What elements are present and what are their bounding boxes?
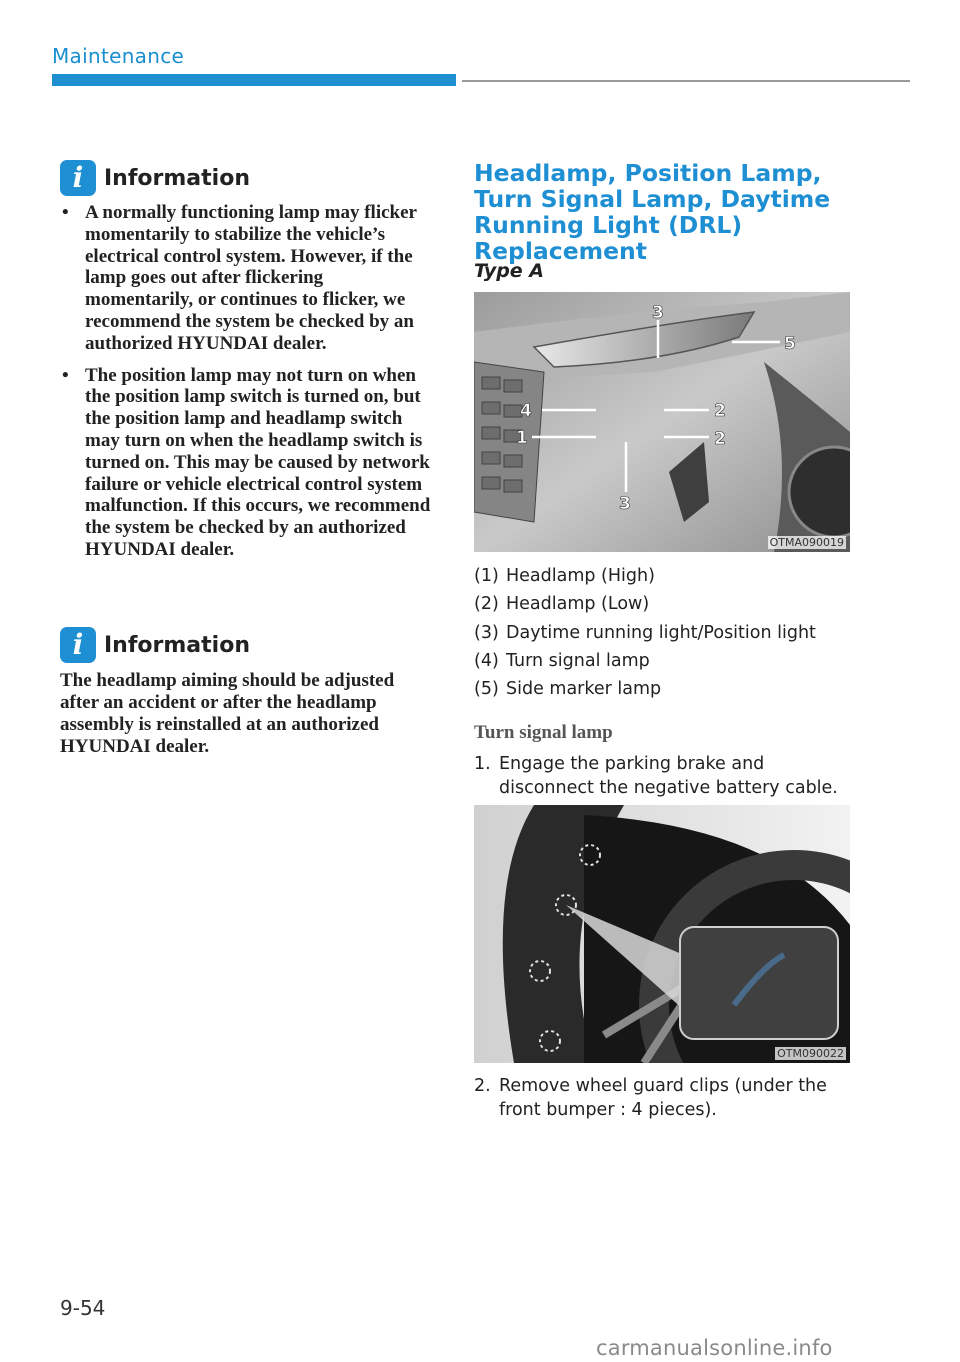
callout-2-lower: 2 <box>714 429 726 449</box>
type-label: Type A <box>474 260 545 282</box>
info-bullet-2: • The position lamp may not turn on when the position lamp switch is turned on, but the position lamp and headlamp switch may turn on when the headlamp switch is turned on. This may be caused by network failure or vehicle electrical control system malfunction. If this occurs, we recommend the system be checked by an authorized HYUNDAI dealer. <box>60 365 436 561</box>
info-bullet-1: • A normally functioning lamp may flicker momentarily to stabilize the vehicle’s electrical control system. However, if the lamp goes out after flickering momentarily, or continues to flicker, we recommend the system be checked by an authorized HYUNDAI dealer. <box>60 202 436 355</box>
wheel-guard-figure <box>474 805 850 1063</box>
step-1: 1. Engage the parking brake and disconnect the negative battery cable. <box>474 754 838 798</box>
section-heading: Headlamp, Position Lamp, Turn Signal Lamp, Daytime Running Light (DRL) Replacement <box>474 159 831 265</box>
info-bullet-list <box>60 202 436 571</box>
callout-3-top: 3 <box>652 303 664 323</box>
legend-item: (2) Headlamp (Low) <box>474 594 650 615</box>
callout-5: 5 <box>784 334 796 354</box>
legend-item: (3) Daytime running light/Position light <box>474 622 816 643</box>
info-title-1: Information <box>104 165 250 191</box>
wheel-guard-illustration <box>474 805 850 1063</box>
header-rule <box>462 80 910 82</box>
watermark: carmanualsonline.info <box>596 1336 833 1360</box>
page-number: 9-54 <box>60 1296 106 1320</box>
information-icon: i <box>60 160 96 196</box>
headlamp-illustration <box>474 292 850 552</box>
header-rule-accent <box>52 74 456 86</box>
figure-legend <box>474 562 874 703</box>
section-title: Maintenance <box>52 44 185 68</box>
figure-code-2: OTM090022 <box>777 1047 844 1060</box>
step-2: 2. Remove wheel guard clips (under the front bumper : 4 pieces). <box>474 1076 827 1120</box>
legend-item: (1) Headlamp (High) <box>474 566 655 586</box>
callout-1: 1 <box>516 428 528 448</box>
headlamp-figure <box>474 292 850 552</box>
info-paragraph: The headlamp aiming should be adjusted after an accident or after the headlamp assembly is reinstalled at an authorized HYUNDAI dealer. <box>60 670 395 757</box>
info-heading-1 <box>60 160 250 196</box>
callout-2-upper: 2 <box>714 401 726 421</box>
info-heading-2 <box>60 627 250 663</box>
subheading: Turn signal lamp <box>474 722 613 743</box>
info-title-2: Information <box>104 632 250 658</box>
legend-item: (4) Turn signal lamp <box>474 650 650 671</box>
callout-3-bottom: 3 <box>619 494 631 514</box>
information-icon: i <box>60 627 96 663</box>
figure-code-1: OTMA090019 <box>769 536 844 549</box>
legend-item: (5) Side marker lamp <box>474 679 662 700</box>
callout-4: 4 <box>520 401 532 421</box>
